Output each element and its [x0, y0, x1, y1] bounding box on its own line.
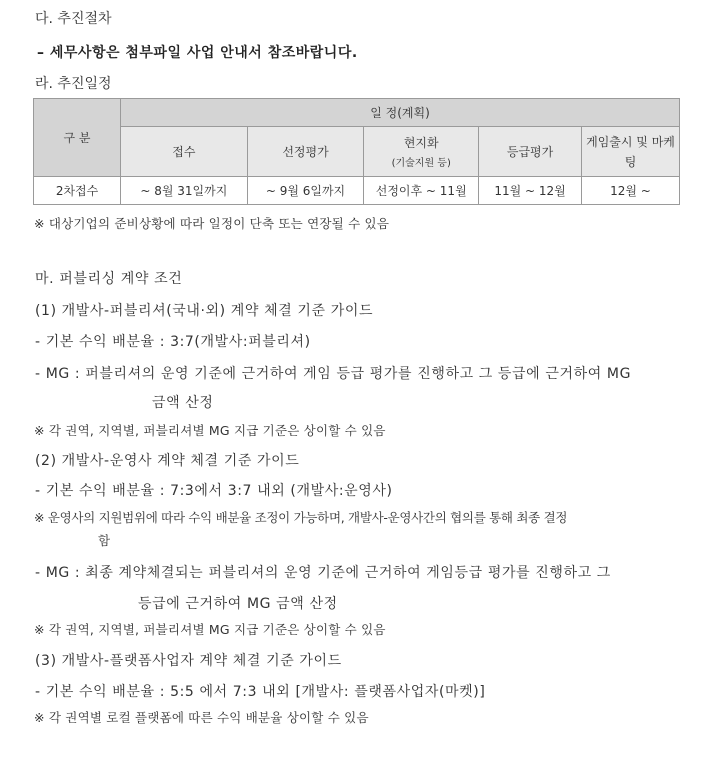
col-header-receipt: 접수: [121, 127, 248, 177]
guide-2-note: ※ 각 권역, 지역별, 퍼블리셔별 MG 지급 기준은 상이할 수 있음: [34, 622, 386, 637]
guide-2-mg-line1: - MG : 최종 계약체결되는 퍼블리셔의 운영 기준에 근거하여 게임등급 평가를 진행하고 그: [35, 565, 611, 581]
guide-1-heading: (1) 개발사-퍼블리셔(국내·외) 계약 체결 기준 가이드: [35, 303, 374, 319]
section-ra-title: 라. 추진일정: [35, 76, 112, 92]
cell-rating: 11월 ~ 12월: [479, 177, 582, 205]
cell-localization: 선정이후 ~ 11월: [364, 177, 479, 205]
guide-1-share: - 기본 수익 배분율 : 3:7(개발사:퍼블리셔): [35, 334, 311, 350]
col-header-localization-label: 현지화: [403, 136, 439, 150]
section-da-title: 다. 추진절차: [35, 11, 112, 27]
section-da-note: – 세무사항은 첨부파일 사업 안내서 참조바랍니다.: [37, 45, 358, 61]
guide-2-heading: (2) 개발사-운영사 계약 체결 기준 가이드: [35, 453, 300, 469]
guide-2-share: - 기본 수익 배분율 : 7:3에서 3:7 내외 (개발사:운영사): [35, 483, 393, 499]
guide-3-share: - 기본 수익 배분율 : 5:5 에서 7:3 내외 [개발사: 플랫폼사업자(마켓)]: [35, 684, 486, 700]
guide-2-mg-line2: 등급에 근거하여 MG 금액 산정: [138, 596, 338, 612]
guide-1-mg-line1: - MG : 퍼블리셔의 운영 기준에 근거하여 게임 등급 평가를 진행하고 그 등급에 근거하여 MG: [35, 366, 632, 382]
guide-1-mg-line2: 금액 산정: [152, 395, 214, 411]
cell-launch: 12월 ~: [582, 177, 680, 205]
col-header-localization: [364, 127, 479, 177]
section-ma-title: 마. 퍼블리싱 계약 조건: [35, 271, 183, 287]
schedule-footnote: ※ 대상기업의 준비상황에 따라 일정이 단축 또는 연장될 수 있음: [34, 216, 390, 231]
cell-receipt: ~ 8월 31일까지: [121, 177, 248, 205]
guide-3-note: ※ 각 권역별 로컬 플랫폼에 따른 수익 배분율 상이할 수 있음: [34, 710, 369, 725]
guide-1-note: ※ 각 권역, 지역별, 퍼블리셔별 MG 지급 기준은 상이할 수 있음: [34, 423, 386, 438]
schedule-table: [33, 98, 680, 205]
row-label: 2차접수: [34, 177, 121, 205]
cell-selection: ~ 9월 6일까지: [247, 177, 364, 205]
col-header-localization-sub: (기술지원 등): [391, 158, 451, 169]
col-header-selection: 선정평가: [247, 127, 364, 177]
col-header-launch: 게임출시 및 마케팅: [582, 127, 680, 177]
col-header-rating: 등급평가: [479, 127, 582, 177]
guide-2-note-a2: 함: [98, 533, 111, 548]
guide-3-heading: (3) 개발사-플랫폼사업자 계약 체결 기준 가이드: [35, 653, 342, 669]
guide-2-note-a1: ※ 운영사의 지원범위에 따라 수익 배분율 조정이 가능하며, 개발사-운영사간의 협의를 통해 최종 결정: [34, 510, 568, 525]
group-header-schedule: 일 정(계획): [121, 99, 680, 127]
col-header-category: 구 분: [34, 99, 121, 177]
